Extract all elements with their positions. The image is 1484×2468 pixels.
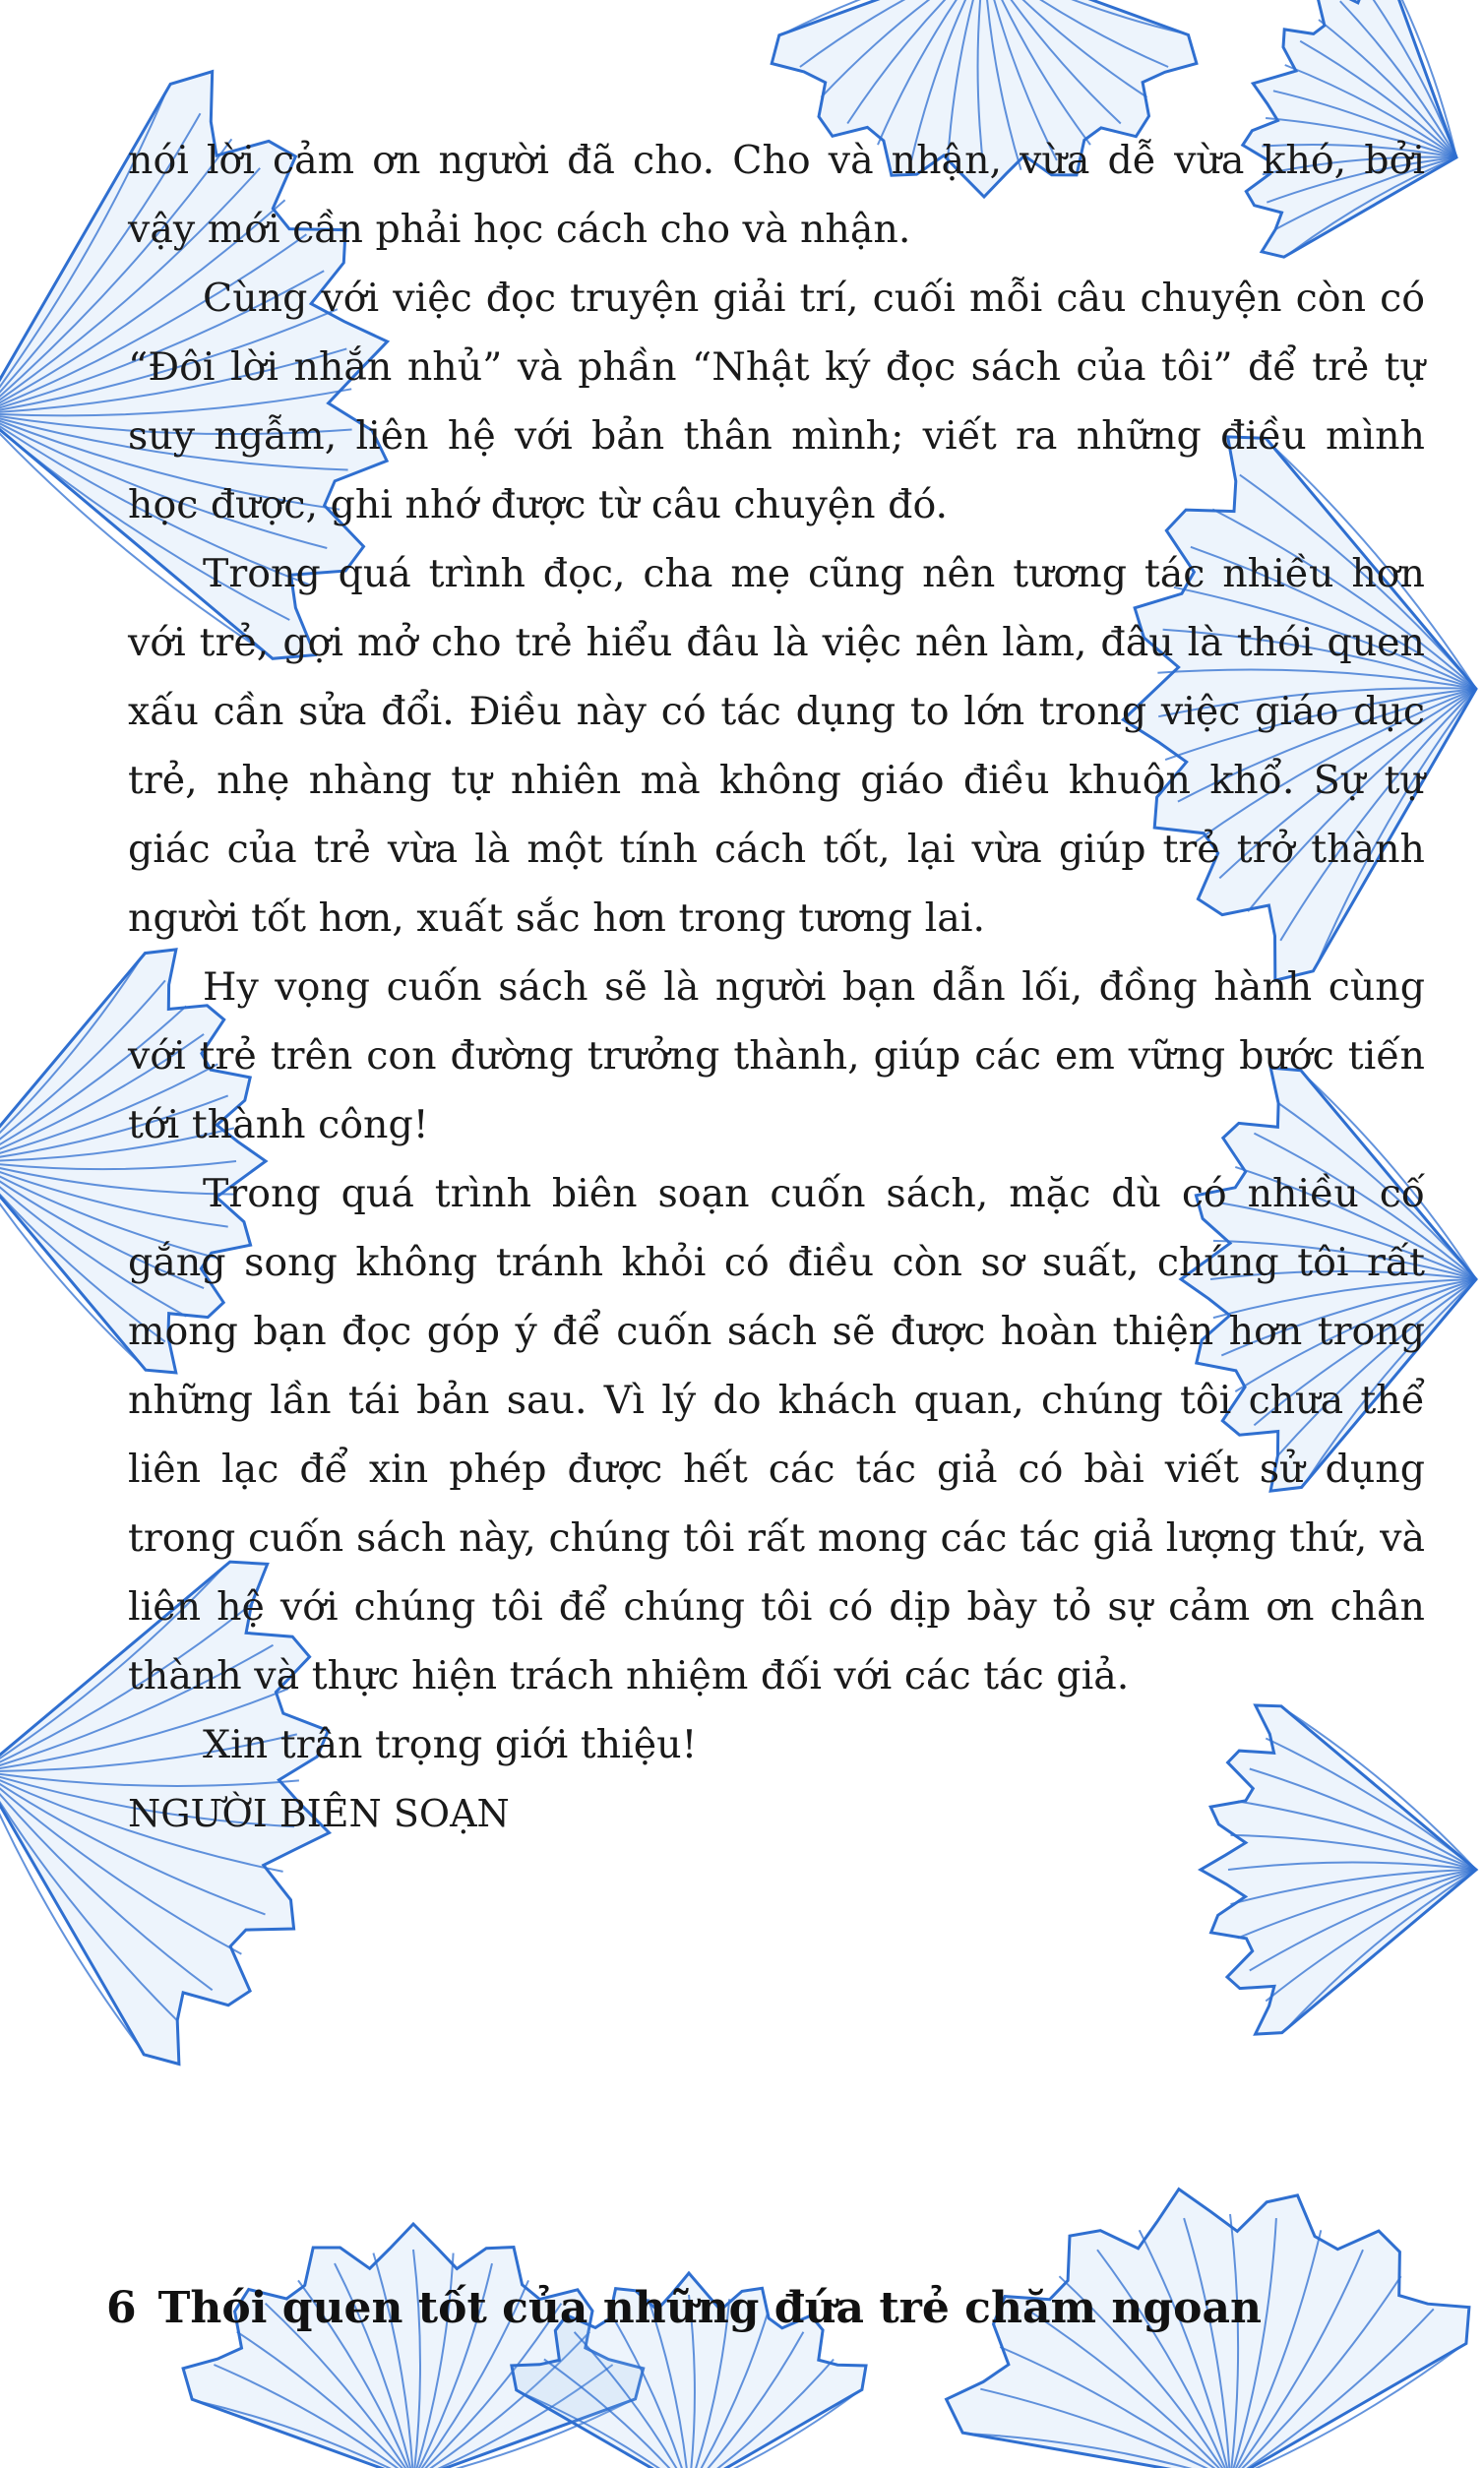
page-footer xyxy=(106,2283,1262,2333)
closing-line: Xin trân trọng giới thiệu! xyxy=(203,1722,698,1767)
signature: NGƯỜI BIÊN SOẠN xyxy=(128,1792,510,1835)
page-number: 6 xyxy=(106,2283,137,2333)
book-title: Thói quen tốt của những đứa trẻ chăm ngoan xyxy=(157,2283,1262,2333)
paragraph-1: nói lời cảm ơn người đã cho. Cho và nhận, vừa dễ vừa khó, bởi vậy mới cần phải học cách cho và nhận. xyxy=(128,138,1425,252)
body-text xyxy=(128,126,1425,1848)
paragraph-5: Trong quá trình biên soạn cuốn sách, mặc dù có nhiều cố gắng song không tránh khỏi có điều còn sơ suất, chúng tôi rất mong bạn đọc góp ý để cuốn sách sẽ được hoàn thiện hơn trong những lần tái bản sau. Vì lý do khách quan, chúng tôi chưa thể liên lạc để xin phép được hết các tác giả có bài viết sử dụng trong cuốn sách này, chúng tôi rất mong các tác giả lượng thứ, và liên hệ với chúng tôi để chúng tôi có dịp bày tỏ sự cảm ơn chân thành và thực hiện trách nhiệm đối với các tác giả. xyxy=(128,1171,1425,1698)
paragraph-4: Hy vọng cuốn sách sẽ là người bạn dẫn lối, đồng hành cùng với trẻ trên con đường trưởng thành, giúp các em vững bước tiến tới thành công! xyxy=(128,964,1425,1147)
paragraph-2: Cùng với việc đọc truyện giải trí, cuối mỗi câu chuyện còn có “Đôi lời nhắn nhủ” và phần “Nhật ký đọc sách của tôi” để trẻ tự suy ngẫm, liên hệ với bản thân mình; viết ra những điều mình học được, ghi nhớ được từ câu chuyện đó. xyxy=(128,276,1425,527)
paragraph-3: Trong quá trình đọc, cha mẹ cũng nên tương tác nhiều hơn với trẻ, gợi mở cho trẻ hiểu đâu là việc nên làm, đâu là thói quen xấu cần sửa đổi. Điều này có tác dụng to lớn trong việc giáo dục trẻ, nhẹ nhàng tự nhiên mà không giáo điều khuôn khổ. Sự tự giác của trẻ vừa là một tính cách tốt, lại vừa giúp trẻ trở thành người tốt hơn, xuất sắc hơn trong tương lai. xyxy=(128,551,1425,941)
